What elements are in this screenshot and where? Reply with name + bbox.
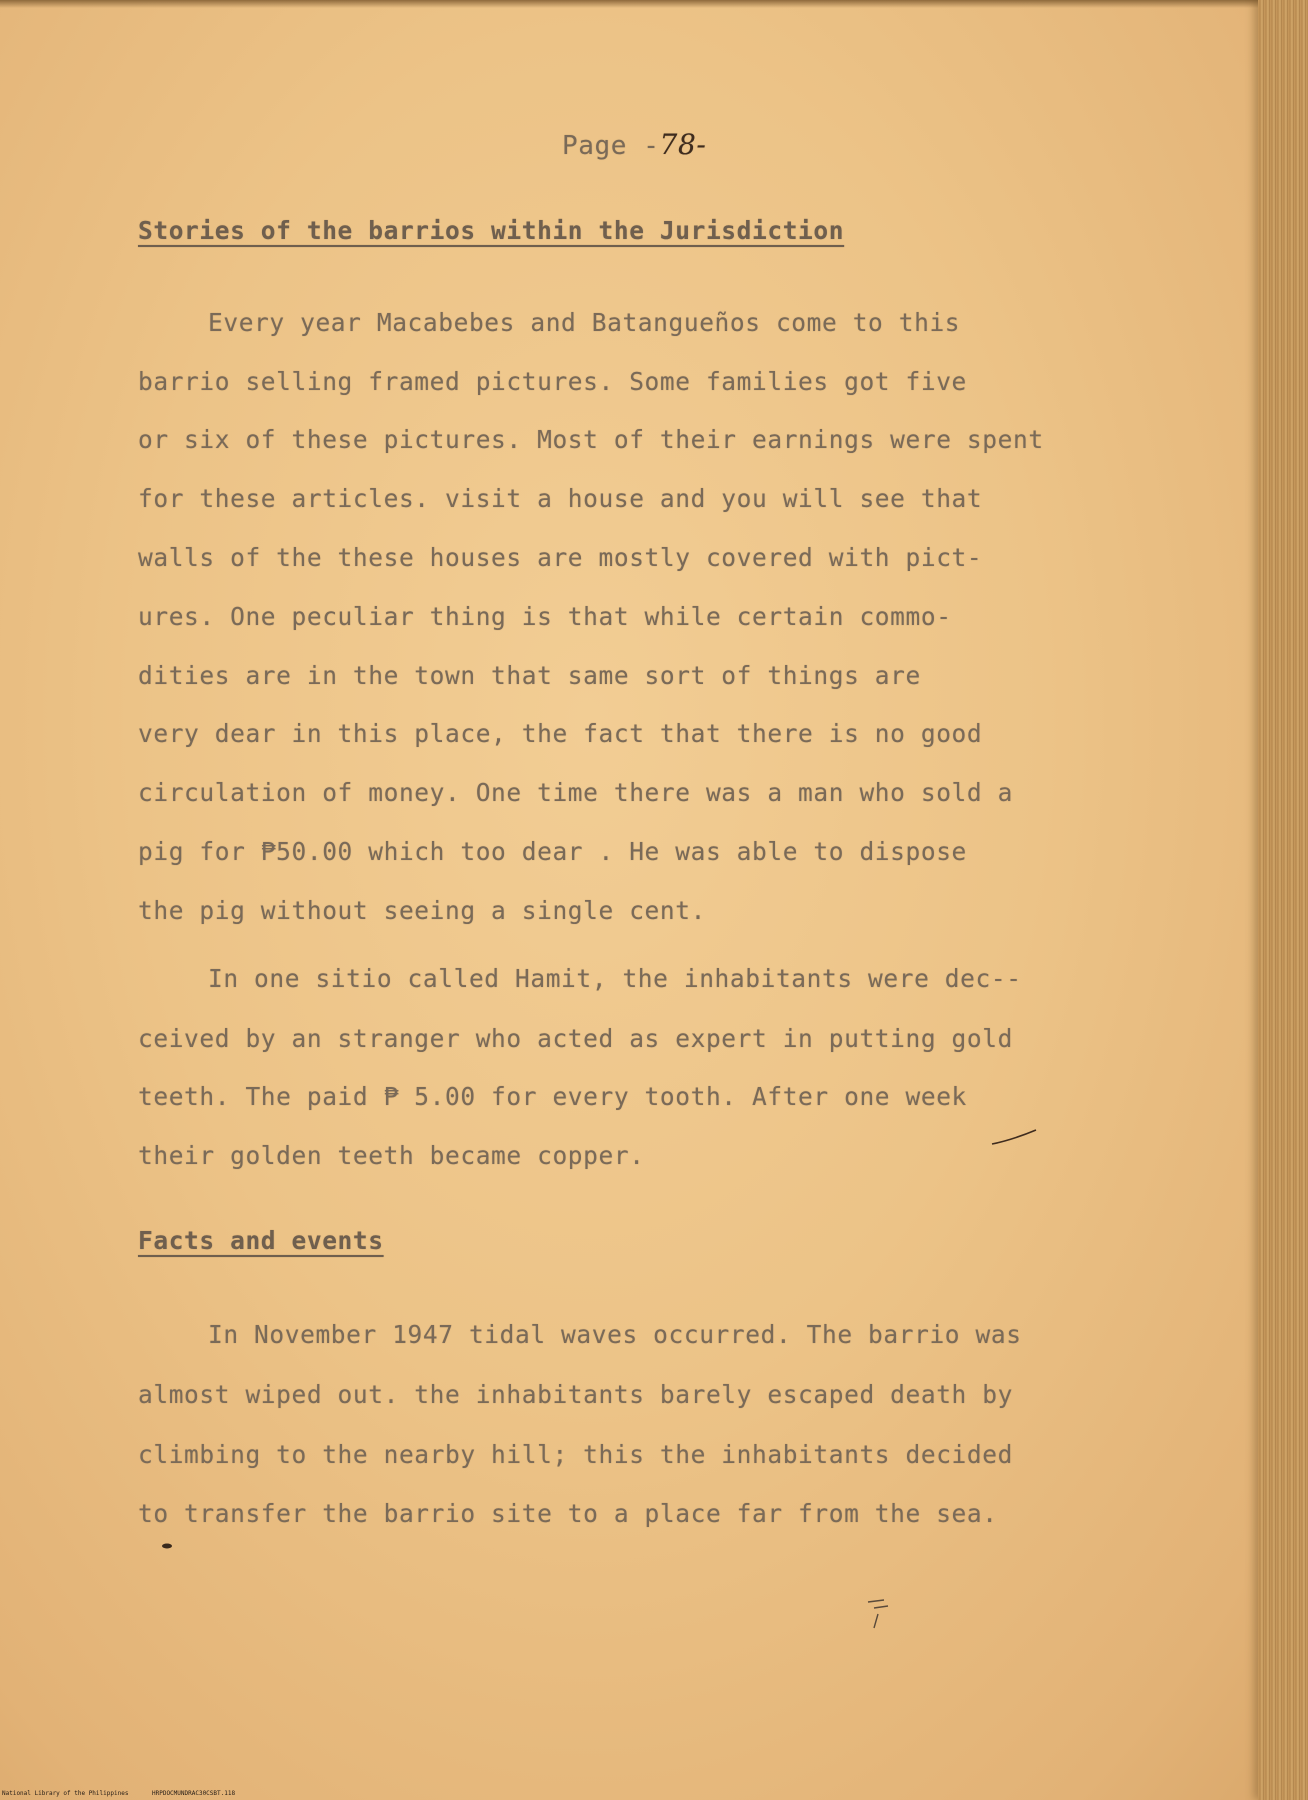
- text-line: their golden teeth became copper.: [138, 1141, 645, 1170]
- pencil-scribble-mark: [864, 1596, 892, 1636]
- text-line: for these articles. visit a house and you will see that: [138, 484, 983, 513]
- page-binding-edge: [1258, 0, 1308, 1800]
- text-line: climbing to the nearby hill; this the inhabitants decided: [138, 1440, 1013, 1469]
- pencil-stroke-mark: [990, 1128, 1040, 1148]
- footer-credit: National Library of the Philippines: [2, 1790, 129, 1797]
- page-number-handwritten: 78-: [659, 128, 707, 161]
- text-line: the pig without seeing a single cent.: [138, 896, 706, 925]
- text-line: dities are in the town that same sort of things are: [138, 661, 921, 690]
- text-line: pig for ₱50.00 which too dear . He was able to dispose: [138, 837, 967, 866]
- section-heading-stories: Stories of the barrios within the Jurisdiction: [138, 216, 845, 245]
- text-line: almost wiped out. the inhabitants barely escaped death by: [138, 1380, 1013, 1409]
- page-top-edge: [0, 0, 1258, 8]
- text-line: very dear in this place, the fact that there is no good: [138, 719, 983, 748]
- footer-code: HRPDOCMUNDRAC30CSBT.118: [152, 1790, 236, 1797]
- text-line: walls of the these houses are mostly covered with pict-: [138, 543, 983, 572]
- text-line: teeth. The paid ₱ 5.00 for every tooth. After one week: [138, 1082, 967, 1111]
- page-number: [562, 128, 706, 161]
- text-line: or six of these pictures. Most of their earnings were spent: [138, 425, 1044, 454]
- ink-dot-mark: [160, 1542, 174, 1550]
- text-line: ceived by an stranger who acted as expert in putting gold: [138, 1024, 1013, 1053]
- text-line: In one sitio called Hamit, the inhabitants were dec--: [208, 964, 1022, 993]
- text-line: circulation of money. One time there was a man who sold a: [138, 778, 1013, 807]
- text-line: barrio selling framed pictures. Some families got five: [138, 367, 967, 396]
- text-line: Every year Macabebes and Batangueños come to this: [208, 308, 961, 337]
- section-heading-facts: Facts and events: [138, 1226, 384, 1255]
- text-line: ures. One peculiar thing is that while certain commo-: [138, 602, 952, 631]
- text-line: to transfer the barrio site to a place far from the sea.: [138, 1499, 998, 1528]
- page-number-label: Page -: [562, 131, 660, 161]
- text-line: In November 1947 tidal waves occurred. The barrio was: [208, 1320, 1022, 1349]
